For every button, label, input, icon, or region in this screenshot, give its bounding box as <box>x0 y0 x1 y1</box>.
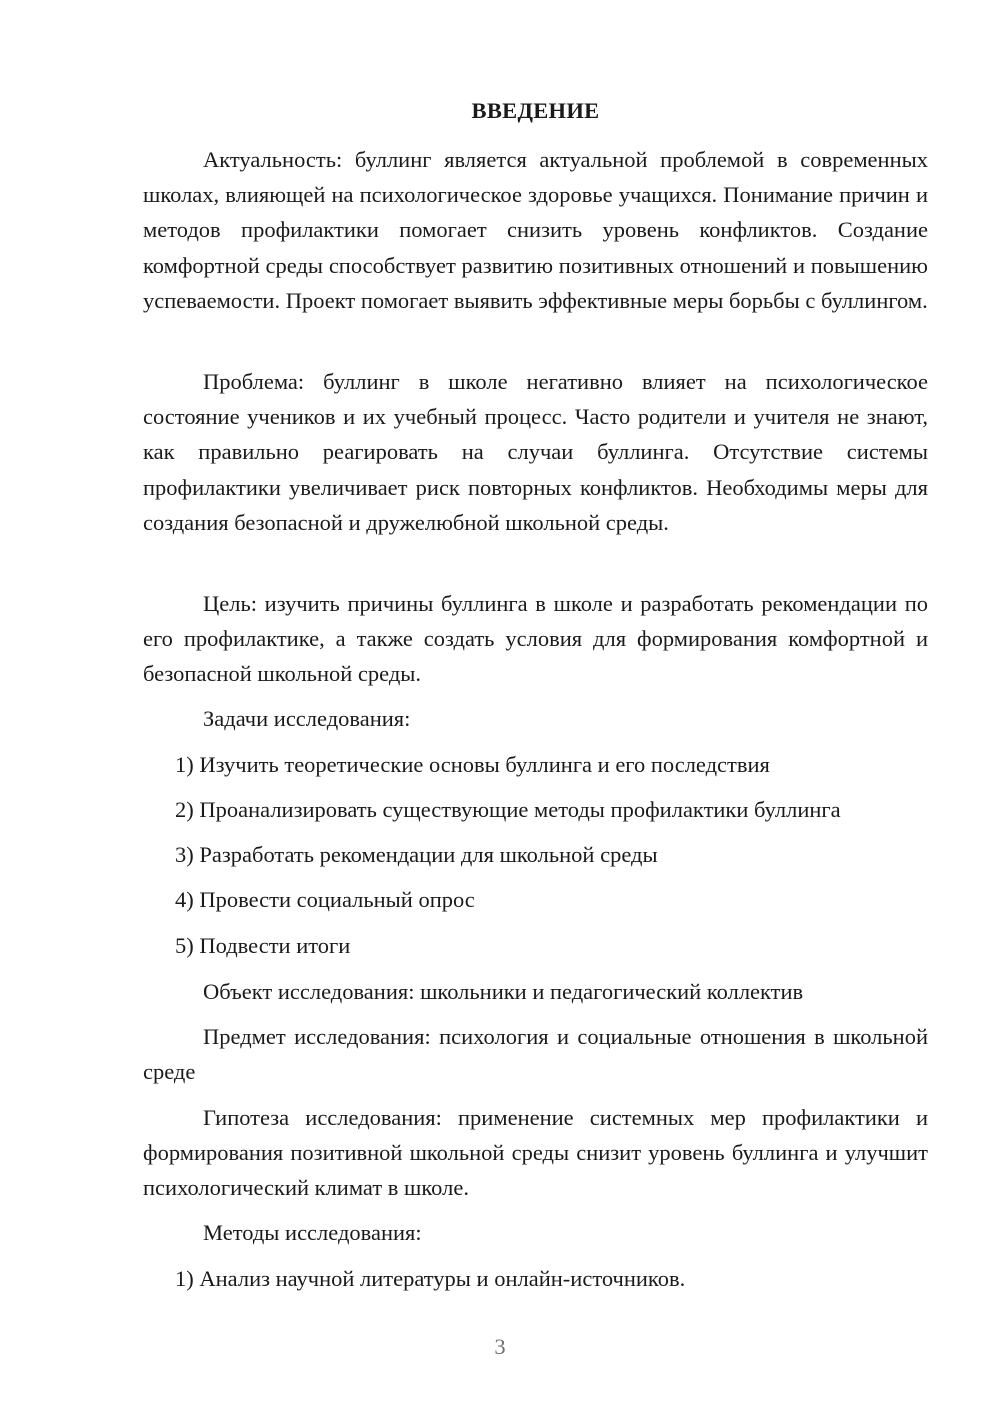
method-item-1: 1) Анализ научной литературы и онлайн-источников. <box>175 1266 686 1291</box>
methods-heading: Методы исследования: <box>203 1220 422 1245</box>
tasks-heading: Задачи исследования: <box>203 706 411 731</box>
subject-paragraph: Предмет исследования: психология и социальные отношения в школьной среде <box>143 1024 928 1085</box>
object-paragraph: Объект исследования: школьники и педагогический коллектив <box>203 979 804 1004</box>
hypothesis-paragraph: Гипотеза исследования: применение системных мер профилактики и формирования позитивной школьной среды снизит уровень буллинга и улучшит психологический климат в школе. <box>143 1105 928 1201</box>
page-number: 3 <box>494 1334 506 1359</box>
relevance-paragraph: Актуальность: буллинг является актуальной проблемой в современных школах, влияющей на психологическое здоровье учащихся. Понимание причин и методов профилактики помогает снизить уровень конфликтов. Создание комфортной среды способствует развитию позитивных отношений и повышению успеваемости. Проект помогает выявить эффективные меры борьбы с буллингом. <box>143 147 928 313</box>
goal-paragraph: Цель: изучить причины буллинга в школе и разработать рекомендации по его профилактике, а также создать условия для формирования комфортной и безопасной школьной среды. <box>143 591 928 687</box>
task-item-2: 2) Проанализировать существующие методы профилактики буллинга <box>175 797 841 822</box>
task-item-1: 1) Изучить теоретические основы буллинга и его последствия <box>175 752 770 777</box>
page-title: ВВЕДЕНИЕ <box>471 98 600 123</box>
task-item-5: 5) Подвести итоги <box>175 933 351 958</box>
task-item-3: 3) Разработать рекомендации для школьной среды <box>175 842 658 867</box>
task-item-4: 4) Провести социальный опрос <box>175 887 475 912</box>
problem-paragraph: Проблема: буллинг в школе негативно влияет на психологическое состояние учеников и их учебный процесс. Часто родители и учителя не знают, как правильно реагировать на случаи буллинга. Отсутствие системы профилактики увеличивает риск повторных конфликтов. Необходимы меры для создания безопасной и дружелюбной школьной среды. <box>143 369 928 535</box>
